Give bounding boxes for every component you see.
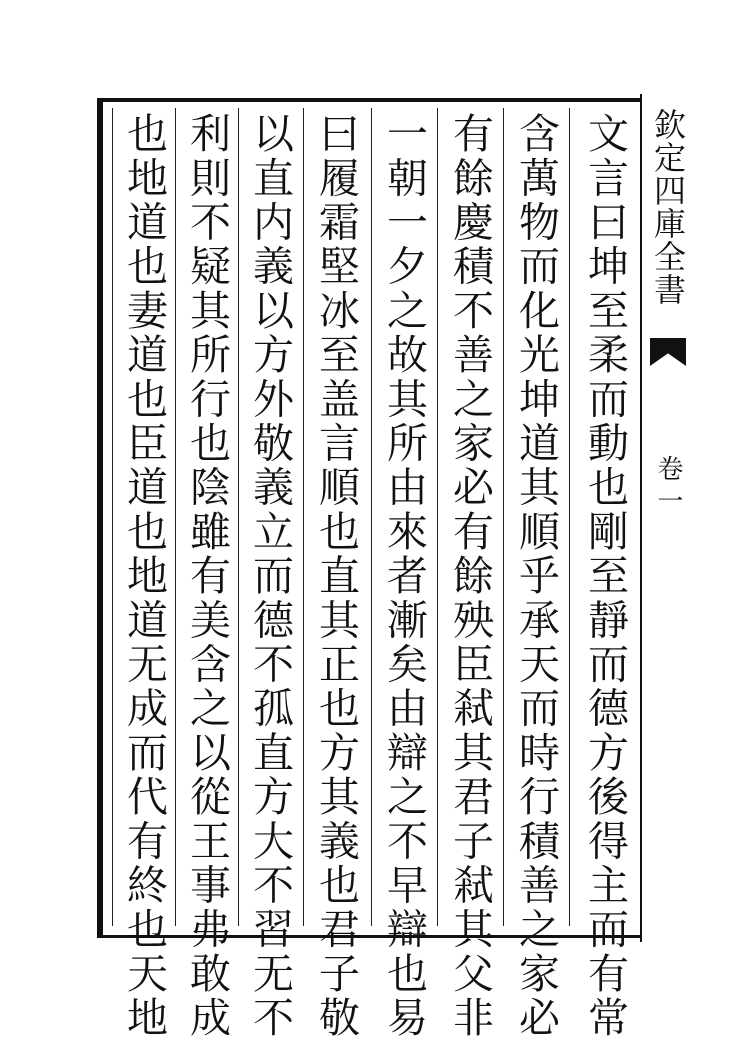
margin-juan: [644, 455, 692, 519]
column-text: 曰履霜堅冰至盖言順也直其正也方其義也君子敬: [312, 112, 360, 1040]
column-divider: [303, 108, 304, 926]
column-divider: [437, 108, 438, 926]
text-column-8: [116, 112, 172, 1040]
column-divider: [503, 108, 504, 926]
column-text: 一朝一夕之故其所由來者漸矣由辯之不早辯也易: [380, 112, 428, 1040]
column-text: 也地道也妻道也臣道也地道无成而代有終也天地: [120, 112, 168, 1040]
margin-rule: [640, 94, 642, 942]
juan-label: 卷一: [653, 455, 683, 519]
column-text: 有餘慶積不善之家必有餘殃臣弒其君子弒其父非: [446, 112, 494, 1040]
column-divider: [371, 108, 372, 926]
margin-title: [644, 108, 692, 306]
column-text: 文言曰坤至柔而動也剛至靜而德方後得主而有常: [581, 112, 629, 1040]
inner-left-rule: [112, 108, 113, 926]
text-column-4: [376, 112, 432, 1040]
text-column-2: [508, 112, 564, 1040]
column-text: 以直内義以方外敬義立而德不孤直方大不習无不: [246, 112, 294, 1040]
text-column-7: [179, 112, 235, 1040]
text-column-3: [442, 112, 498, 1040]
column-text: 利則不疑其所行也陰雖有美含之以從王事弗敢成: [183, 112, 231, 1040]
text-column-6: [242, 112, 298, 1040]
column-divider: [569, 108, 570, 926]
fishtail-mark: [650, 338, 686, 366]
text-column-5: [308, 112, 364, 1040]
column-text: 含萬物而化光坤道其順乎承天而時行積善之家必: [512, 112, 560, 1040]
text-column-1: [577, 112, 633, 1040]
column-divider: [238, 108, 239, 926]
column-divider: [175, 108, 176, 926]
margin-title-text: 欽定四庫全書: [649, 108, 687, 306]
